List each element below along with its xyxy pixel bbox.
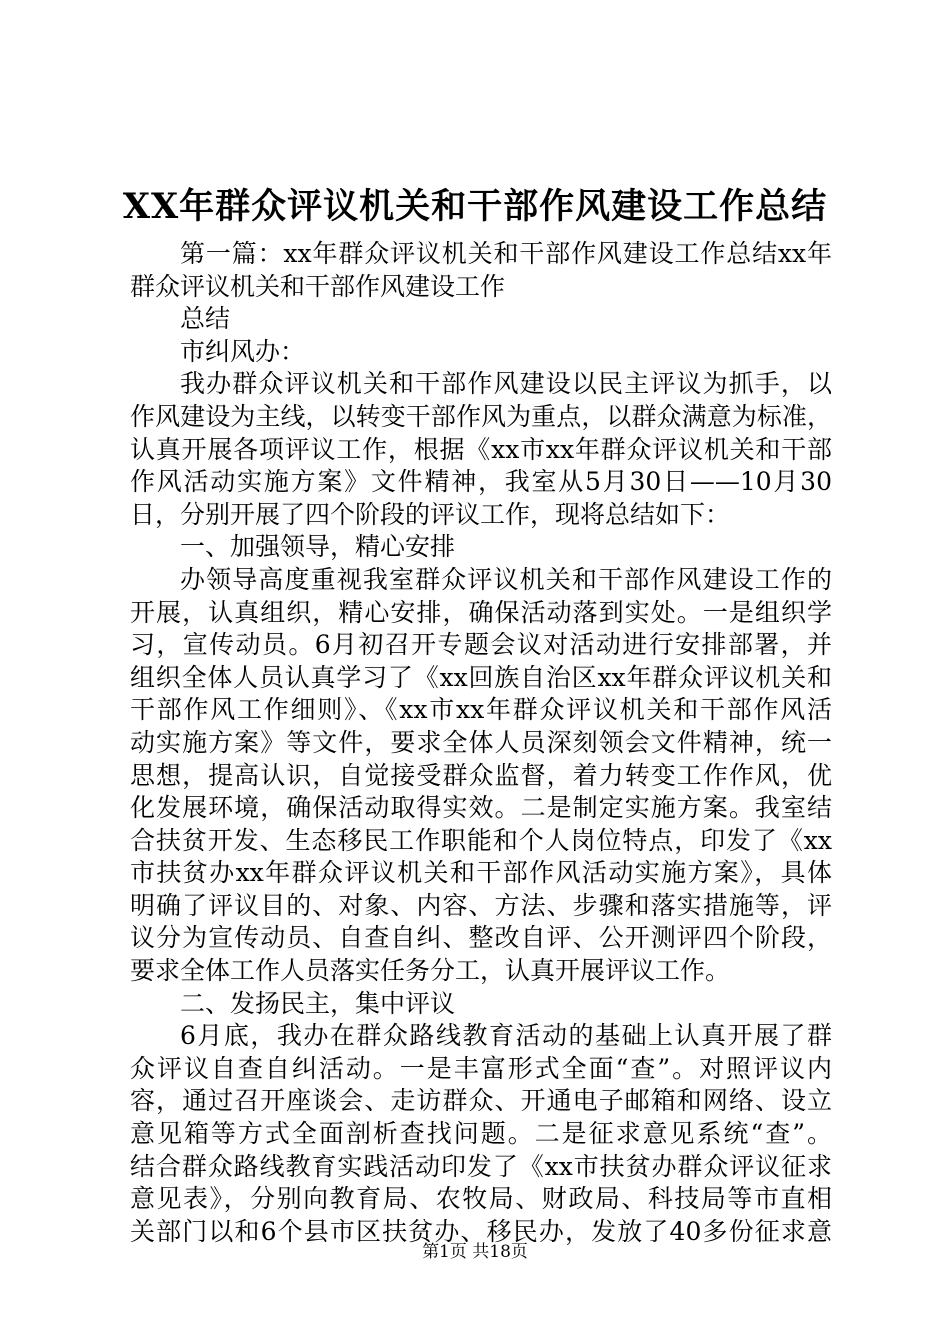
document-title: XX年群众评议机关和干部作风建设工作总结 [122,186,828,227]
body-line: 我办群众评议机关和干部作风建设以民主评议为抓手，以 [180,369,832,399]
body-line: 议分为宣传动员、自查自纠、整改自评、公开测评四个阶段， [130,923,832,953]
body-line: 关部门以和6个县市区扶贫办、移民办，发放了40多份征求意 [130,1216,832,1246]
document-body [130,238,832,1248]
body-line: 第一篇：xx年群众评议机关和干部作风建设工作总结xx年 [180,239,832,268]
body-line: 思想，提高认识，自觉接受群众监督，着力转变工作作风，优 [130,760,832,790]
body-line: 日，分别开展了四个阶段的评议工作，现将总结如下： [130,499,731,529]
body-line: 意见表》，分别向教育局、农牧局、财政局、科技局等市直相 [130,1184,832,1214]
body-line: 要求全体工作人员落实任务分工，认真开展评议工作。 [130,956,731,986]
body-line: 明确了评议目的、对象、内容、方法、步骤和落实措施等，评 [130,890,832,920]
page-footer: 第1页 共18页 [422,1242,528,1262]
body-line: 作风活动实施方案》文件精神，我室从5月30日——10月30 [130,467,832,497]
body-line: 容，通过召开座谈会、走访群众、开通电子邮箱和网络、设立 [130,1086,832,1116]
body-line: 众评议自查自纠活动。一是丰富形式全面“查”。对照评议内 [130,1053,832,1083]
body-line: 一、加强领导，精心安排 [180,532,456,562]
body-line: 认真开展各项评议工作，根据《xx市xx年群众评议机关和干部 [130,434,832,464]
body-line: 意见箱等方式全面剖析查找问题。二是征求意见系统“查”。 [130,1119,832,1149]
body-line: 结合群众路线教育实践活动印发了《xx市扶贫办群众评议征求 [130,1151,832,1181]
body-line: 总结 [180,304,231,334]
body-line: 市扶贫办xx年群众评议机关和干部作风活动实施方案》，具体 [130,858,832,888]
body-line: 开展，认真组织，精心安排，确保活动落到实处。一是组织学 [130,597,832,627]
body-line: 办领导高度重视我室群众评议机关和干部作风建设工作的 [180,564,832,594]
body-line: 干部作风工作细则》、《xx市xx年群众评议机关和干部作风活 [130,695,832,725]
body-line: 组织全体人员认真学习了《xx回族自治区xx年群众评议机关和 [130,662,832,692]
body-line: 二、发扬民主，集中评议 [180,988,456,1018]
body-line: 市纠风办： [180,336,306,366]
body-line: 化发展环境，确保活动取得实效。二是制定实施方案。我室结 [130,793,832,823]
body-line: 群众评议机关和干部作风建设工作 [130,271,506,301]
body-line: 作风建设为主线，以转变干部作风为重点，以群众满意为标准， [130,401,832,431]
body-line: 习，宣传动员。6月初召开专题会议对活动进行安排部署，并 [130,630,832,660]
body-line: 6月底，我办在群众路线教育活动的基础上认真开展了群 [180,1021,832,1051]
body-line: 合扶贫开发、生态移民工作职能和个人岗位特点，印发了《xx [130,825,832,855]
body-line: 动实施方案》等文件，要求全体人员深刻领会文件精神，统一 [130,727,832,757]
